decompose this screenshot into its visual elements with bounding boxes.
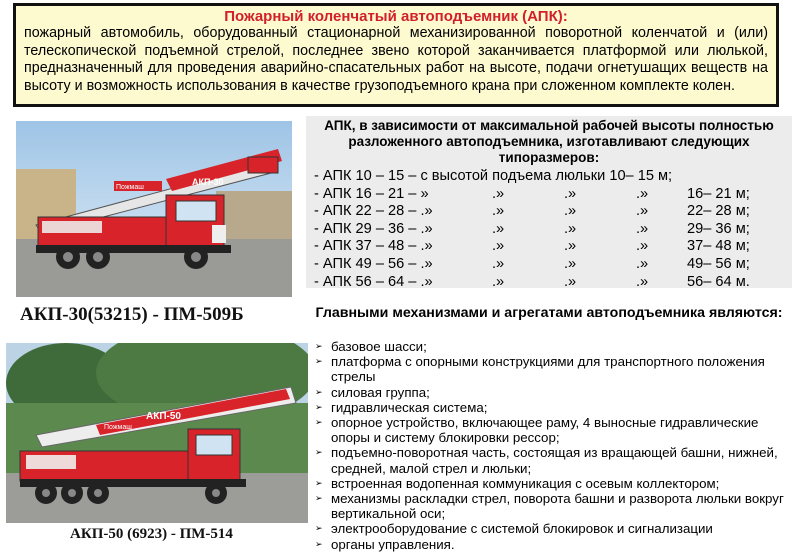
- size-cell-b: .»: [492, 203, 505, 220]
- mechanism-text: силовая группа;: [331, 384, 430, 400]
- bullet-arrow-icon: ➢: [315, 477, 323, 488]
- mechanism-text: механизмы раскладки стрел, поворота башни и разворота люльки вокруг вертикальной оси;: [331, 491, 784, 522]
- bullet-arrow-icon: ➢: [315, 417, 323, 428]
- bullet-arrow-icon: ➢: [315, 386, 323, 397]
- mechanism-item: [313, 339, 793, 354]
- mechanisms-title: Главными механизмами и агрегатами автоподъемника являются:: [315, 305, 783, 321]
- mechanism-item: [313, 537, 793, 552]
- mechanism-item: [313, 445, 793, 475]
- size-cell-c: .»: [564, 238, 577, 255]
- size-cell-e: 16– 21 м;: [687, 185, 750, 202]
- bullet-arrow-icon: ➢: [315, 401, 323, 412]
- definition-title: Пожарный коленчатый автоподъемник (АПК):: [224, 8, 568, 25]
- size-cell-a: - АПК 56 – 64 – .»: [314, 273, 433, 290]
- caption-akp-30: АКП-30(53215) - ПМ-509Б: [20, 304, 244, 325]
- mechanism-text: опорное устройство, включающее раму, 4 выносные гидравлические опоры и систему блокировки рессор;: [331, 415, 759, 446]
- size-cell-c: .»: [564, 203, 577, 220]
- size-cell-b: .»: [492, 238, 505, 255]
- mechanism-text: органы управления.: [331, 536, 455, 552]
- size-cell-d: .»: [636, 203, 649, 220]
- size-cell-d: .»: [636, 238, 649, 255]
- mechanism-text: гидравлическая система;: [331, 399, 488, 415]
- bullet-arrow-icon: ➢: [315, 447, 323, 458]
- size-cell-d: .»: [636, 185, 649, 202]
- mechanism-text: встроенная водопенная коммуникация с осевым коллектором;: [331, 475, 720, 491]
- size-cell-d: .»: [636, 220, 649, 237]
- definition-box: [13, 3, 779, 107]
- photo-akp-50: [6, 343, 308, 523]
- sizes-title: АПК, в зависимости от максимальной рабочей высоты полностью разложенного автоподъемника, изготавливают следующих типоразмеров:: [324, 118, 774, 165]
- size-cell-a: - АПК 29 – 36 – .»: [314, 220, 433, 237]
- size-cell-a: - АПК 10 – 15 – с высотой подъема люльки 10– 15 м;: [314, 168, 673, 184]
- size-cell-b: .»: [492, 255, 505, 272]
- size-cell-d: .»: [636, 255, 649, 272]
- size-cell-a: - АПК 49 – 56 – .»: [314, 255, 433, 272]
- size-cell-e: 29– 36 м;: [687, 220, 750, 237]
- mechanism-item: [313, 491, 793, 521]
- size-cell-c: .»: [564, 255, 577, 272]
- size-cell-c: .»: [564, 220, 577, 237]
- size-cell-e: 56– 64 м.: [687, 273, 750, 290]
- size-cell-a: - АПК 16 – 21 – »: [314, 185, 429, 202]
- bullet-arrow-icon: ➢: [315, 493, 323, 504]
- size-cell-c: .»: [564, 273, 577, 290]
- mechanism-item: [313, 476, 793, 491]
- size-cell-b: .»: [492, 273, 505, 290]
- boom-marking-akp-30: АКП-30: [192, 177, 224, 187]
- size-cell-a: - АПК 22 – 28 – .»: [314, 203, 433, 220]
- mechanism-item: [313, 415, 793, 445]
- bullet-arrow-icon: ➢: [315, 341, 323, 351]
- caption-akp-50: АКП-50 (6923) - ПМ-514: [70, 526, 233, 542]
- mechanism-item: [313, 385, 793, 400]
- bullet-arrow-icon: ➢: [315, 523, 323, 534]
- mechanisms-list: [313, 339, 793, 552]
- size-cell-e: 37– 48 м;: [687, 238, 750, 255]
- mechanism-text: базовое шасси;: [331, 339, 427, 354]
- mechanism-text: электрооборудование с системой блокировок и сигнализации: [331, 521, 713, 537]
- size-cell-e: 22– 28 м;: [687, 203, 750, 220]
- truck-akp-50-illustration: [6, 343, 308, 523]
- mechanism-text: платформа с опорными конструкциями для транспортного положения стрелы: [331, 354, 765, 385]
- truck-akp-30-illustration: [16, 121, 292, 297]
- mechanism-item: [313, 400, 793, 415]
- size-cell-b: .»: [492, 220, 505, 237]
- size-cell-a: - АПК 37 – 48 – .»: [314, 238, 433, 255]
- photo-akp-30: [16, 121, 292, 297]
- bullet-arrow-icon: ➢: [315, 356, 323, 367]
- bullet-arrow-icon: ➢: [315, 538, 323, 549]
- size-cell-d: .»: [636, 273, 649, 290]
- mechanism-item: [313, 354, 793, 384]
- size-cell-e: 49– 56 м;: [687, 255, 750, 272]
- brand-marking-akp-30: Пожмаш: [116, 184, 144, 191]
- mechanism-text: подъемно-поворотная часть, состоящая из вращающей башни, нижней, средней, малой стрел и люльки;: [331, 445, 778, 476]
- brand-marking-akp-50: Пожмаш: [104, 424, 132, 431]
- size-cell-b: .»: [492, 185, 505, 202]
- mechanism-item: [313, 521, 793, 536]
- boom-marking-akp-50: АКП-50: [146, 411, 181, 422]
- sizes-panel: [306, 116, 792, 288]
- size-cell-c: .»: [564, 185, 577, 202]
- definition-text: пожарный автомобиль, оборудованный стационарной механизированной поворотной коленчатой и (или) телескопической подъемной стрелой, последнее звено которой заканчивается платформой или люлькой, предназначенный для проведения аварийно-спасательных работ на высоте, подачи огнетушащих веществ на высоту и возможность использования в качестве грузоподъемного крана при сложенном комплекте колен.: [24, 25, 768, 94]
